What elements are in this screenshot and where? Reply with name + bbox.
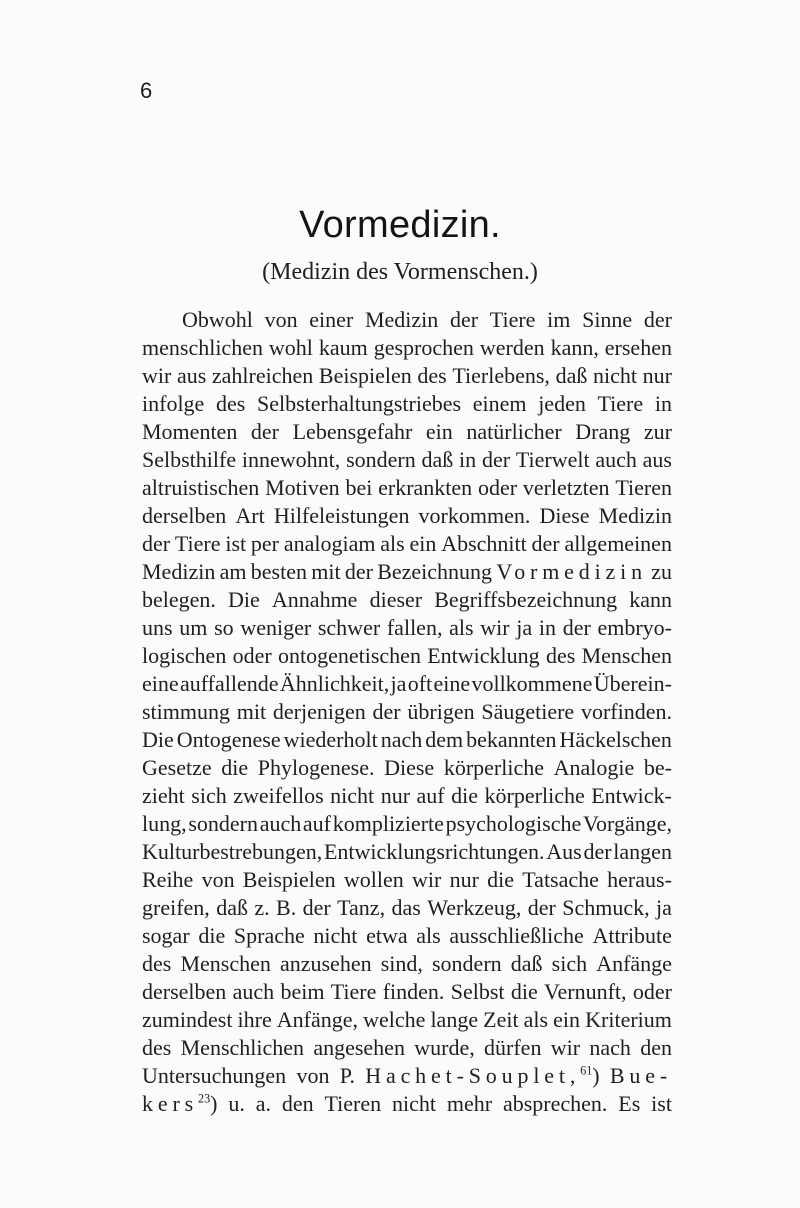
text-line: Selbsthilfe innewohnt, sondern daß in der Tierwelt auch aus [142,447,672,472]
text-line: belegen. Die Annahme dieser Begriffsbezeichnung kann [142,587,672,612]
text-line: logischen oder ontogenetischen Entwicklung des Menschen [142,643,672,668]
text-line: Medizin am besten mit der Bezeichnung Vormedizin zu [142,559,672,584]
text-line: derselben Art Hilfeleistungen vorkommen. Diese Medizin [142,503,672,528]
text-line: Momenten der Lebensgefahr ein natürlicher Drang zur [142,419,672,444]
text-line: altruistischen Motiven bei erkrankten oder verletzten Tieren [142,475,672,500]
text-line: Kulturbestrebungen, Entwicklungsrichtungen. Aus der langen [142,839,672,864]
text-line: wir aus zahlreichen Beispielen des Tierlebens, daß nicht nur [142,363,672,388]
page-number: 6 [140,78,153,103]
text-line: Obwohl von einer Medizin der Tiere im Sinne der [182,307,672,332]
author-name-continued: kers [142,1091,199,1116]
text-line: menschlichen wohl kaum gesprochen werden kann, ersehen [142,335,672,360]
text-line: infolge des Selbsterhaltungstriebes einem jeden Tiere in [142,391,672,416]
text-line: uns um so weniger schwer fallen, als wir ja in der embryo- [142,615,672,640]
text-line: eine auffallende Ähnlichkeit, ja oft eine vollkommene Überein- [142,671,672,696]
body-text [142,306,672,1118]
text-line: des Menschlichen angesehen wurde, dürfen wir nach den [142,1035,672,1060]
text-line: sogar die Sprache nicht etwa als ausschließliche Attribute [142,923,672,948]
text-line: derselben auch beim Tiere finden. Selbst die Vernunft, oder [142,979,672,1004]
text-line: des Menschen anzusehen sind, sondern daß sich Anfänge [142,951,672,976]
text-line: Gesetze die Phylogenese. Diese körperliche Analogie be- [142,755,672,780]
emphasized-term: Vormedizin [496,559,647,584]
text-line: lung, sondern auch auf komplizierte psychologische Vorgänge, [142,811,672,836]
author-name: Hachet-Souplet, [365,1063,581,1088]
text-line: zumindest ihre Anfänge, welche lange Zeit als ein Kriterium [142,1007,672,1032]
text-line: zieht sich zweifellos nicht nur auf die körperliche Entwick- [142,783,672,808]
text-line: kers$^{23}$) u. a. den Tieren nicht mehr absprechen. Es ist [142,1091,672,1116]
text-line: Reihe von Beispielen wollen wir nur die Tatsache heraus- [142,867,672,892]
text-line: Untersuchungen von P. Hachet-Souplet,$^{61}$) Bue- [142,1063,672,1088]
text-line: stimmung mit derjenigen der übrigen Säugetiere vorfinden. [142,699,672,724]
author-name: Bue- [609,1063,672,1088]
footnote-ref: 23 [198,1091,211,1106]
chapter-subtitle: (Medizin des Vormenschen.) [262,259,538,285]
text-line: greifen, daß z. B. der Tanz, das Werkzeug, der Schmuck, ja [142,895,672,920]
chapter-title: Vormedizin. [299,204,501,246]
footnote-ref: 61 [580,1063,593,1078]
text-line: Die Ontogenese wiederholt nach dem bekannten Häckelschen [142,727,672,752]
text-line: der Tiere ist per analogiam als ein Abschnitt der allgemeinen [142,531,672,556]
